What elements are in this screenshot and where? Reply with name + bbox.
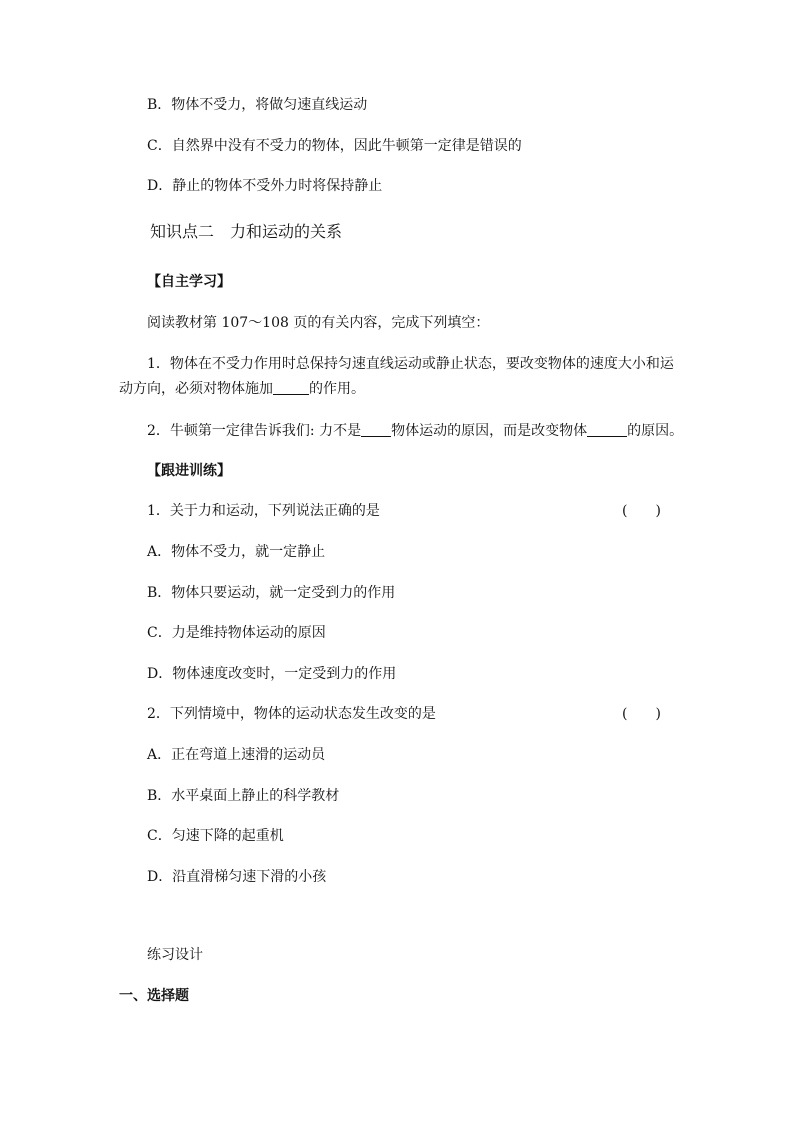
fill-blank-3[interactable] xyxy=(587,422,627,437)
item2-text-a: 2．牛顿第一定律告诉我们: 力不是 xyxy=(147,423,362,439)
fill-blank-1[interactable] xyxy=(273,380,309,395)
practice-title: 练习设计 xyxy=(147,947,203,963)
item1-text-b: 的作用。 xyxy=(309,381,365,397)
item2-text-b: 物体运动的原因，而是改变物体 xyxy=(391,423,588,439)
q2-option-b: B．水平桌面上静止的科学教材 xyxy=(147,788,340,804)
q2-answer-paren[interactable]: ( ) xyxy=(622,706,661,722)
section-multiple-choice: 一、选择题 xyxy=(119,988,189,1004)
q1-stem: 1．关于力和运动，下列说法正确的是 xyxy=(147,503,380,519)
follow-up-label: 【跟进训练】 xyxy=(147,463,231,479)
q1-option-b: B．物体只要运动，就一定受到力的作用 xyxy=(147,585,396,601)
item2-text-c: 的原因。 xyxy=(627,423,684,439)
self-study-item1-line2 xyxy=(119,379,365,399)
q1-option-a: A．物体不受力，就一定静止 xyxy=(147,544,326,560)
fill-blank-2[interactable] xyxy=(361,422,391,437)
self-study-item1-line1: 1．物体在不受力作用时总保持匀速直线运动或静止状态，要改变物体的速度大小和运 xyxy=(147,356,674,372)
self-study-intro: 阅读教材第 107～108 页的有关内容，完成下列填空： xyxy=(147,315,490,331)
q1-option-c: C．力是维持物体运动的原因 xyxy=(147,625,326,641)
q2-option-a: A．正在弯道上速滑的运动员 xyxy=(147,747,326,763)
prev-option-d: D．静止的物体不受外力时将保持静止 xyxy=(147,178,383,194)
q2-option-d: D．沿直滑梯匀速下滑的小孩 xyxy=(147,869,327,885)
knowledge-point-title: 知识点二 力和运动的关系 xyxy=(150,222,343,241)
q1-answer-paren[interactable]: ( ) xyxy=(622,503,661,519)
self-study-item2 xyxy=(147,421,683,441)
q2-stem: 2．下列情境中，物体的运动状态发生改变的是 xyxy=(147,706,436,722)
self-study-label: 【自主学习】 xyxy=(147,274,231,290)
q2-option-c: C．匀速下降的起重机 xyxy=(147,828,284,844)
item1-text-a: 动方向，必须对物体施加 xyxy=(119,381,273,397)
prev-option-b: B．物体不受力，将做匀速直线运动 xyxy=(147,97,368,113)
prev-option-c: C．自然界中没有不受力的物体，因此牛顿第一定律是错误的 xyxy=(147,138,522,154)
q1-option-d: D．物体速度改变时，一定受到力的作用 xyxy=(147,666,397,682)
